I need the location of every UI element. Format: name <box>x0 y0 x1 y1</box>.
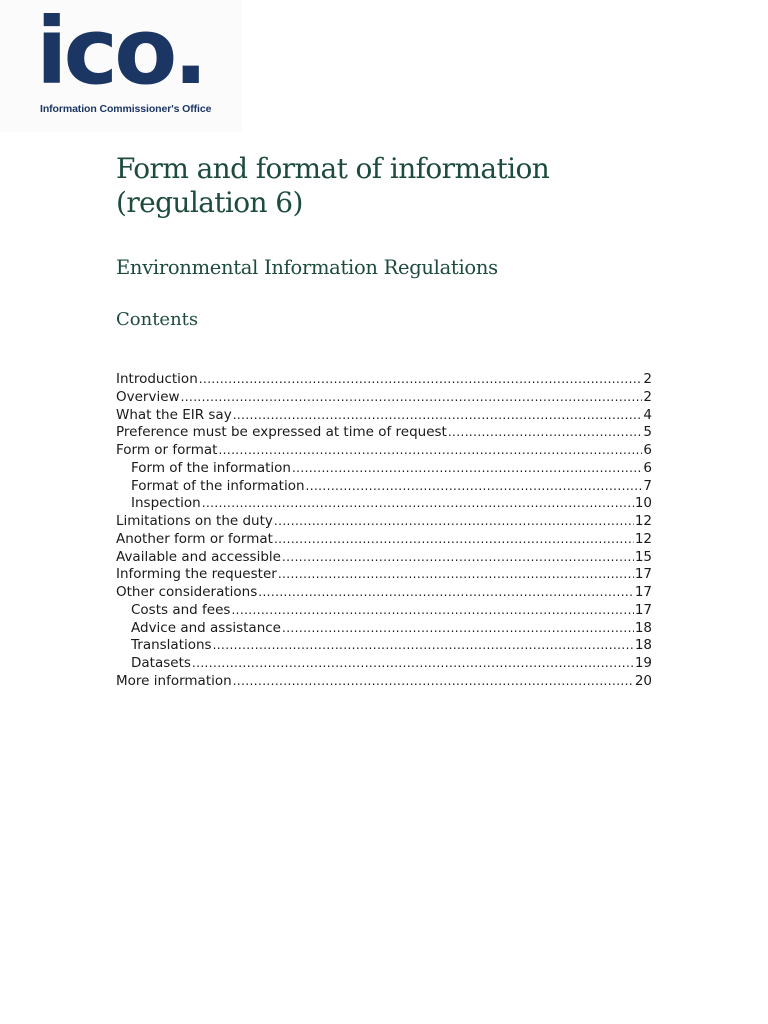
toc-dot-leader <box>199 371 643 389</box>
toc-entry[interactable] <box>116 655 652 673</box>
toc-dot-leader <box>213 637 634 655</box>
toc-dot-leader <box>233 673 634 691</box>
toc-entry[interactable] <box>116 389 652 407</box>
toc-entry[interactable] <box>116 584 652 602</box>
toc-entry-page-number: 19 <box>634 655 652 671</box>
toc-entry[interactable] <box>116 442 652 460</box>
toc-dot-leader <box>202 495 634 513</box>
toc-entry-page-number: 18 <box>634 637 652 654</box>
toc-dot-leader <box>292 460 642 478</box>
toc-entry-page-number: 5 <box>643 424 652 441</box>
toc-dot-leader <box>258 584 634 602</box>
toc-entry-label: Form of the information <box>131 459 291 476</box>
toc-entry[interactable] <box>116 531 652 549</box>
toc-entry[interactable] <box>116 478 652 496</box>
toc-entry[interactable] <box>116 637 652 655</box>
toc-dot-leader <box>274 531 634 549</box>
ico-logo <box>0 0 242 132</box>
toc-entry-page-number: 7 <box>643 477 652 494</box>
toc-entry[interactable] <box>116 371 652 389</box>
toc-entry-label: Other considerations <box>116 584 258 600</box>
toc-entry-label: Costs and fees <box>131 601 231 618</box>
toc-entry[interactable] <box>116 460 652 478</box>
toc-dot-leader <box>282 620 634 638</box>
toc-entry-label: Introduction <box>116 371 198 387</box>
toc-dot-leader <box>231 602 633 620</box>
toc-entry-label: Inspection <box>131 495 201 512</box>
toc-entry-page-number: 15 <box>634 548 652 565</box>
toc-entry-page-number: 12 <box>634 513 652 529</box>
toc-entry-page-number: 2 <box>643 388 652 405</box>
toc-dot-leader <box>306 478 643 496</box>
toc-entry-page-number: 17 <box>634 601 652 618</box>
toc-dot-leader <box>218 442 642 460</box>
toc-entry[interactable] <box>116 407 652 425</box>
toc-entry-label: Datasets <box>131 655 191 671</box>
toc-dot-leader <box>274 513 634 531</box>
document-title: Form and format of information (regulation 6) <box>116 152 550 219</box>
ico-logo-mark: ico. <box>36 0 205 105</box>
toc-entry-label: Preference must be expressed at time of request <box>116 424 447 441</box>
toc-entry-label: Form or format <box>116 442 218 458</box>
toc-dot-leader <box>448 424 643 442</box>
toc-entry[interactable] <box>116 424 652 442</box>
table-of-contents <box>116 371 652 691</box>
toc-dot-leader <box>233 407 643 425</box>
document-subtitle: Environmental Information Regulations <box>116 256 498 279</box>
ico-logo-subtitle: Information Commissioner's Office <box>40 103 212 115</box>
toc-dot-leader <box>181 389 643 407</box>
toc-entry-label: Advice and assistance <box>131 619 281 636</box>
toc-entry[interactable] <box>116 495 652 513</box>
toc-entry-label: Translations <box>131 637 212 654</box>
toc-dot-leader <box>278 566 634 584</box>
toc-entry[interactable] <box>116 620 652 638</box>
toc-entry-page-number: 6 <box>643 442 652 458</box>
toc-entry-page-number: 12 <box>634 530 652 547</box>
toc-entry[interactable] <box>116 673 652 691</box>
toc-entry-label: Available and accessible <box>116 548 281 565</box>
toc-entry[interactable] <box>116 549 652 567</box>
toc-entry-label: Format of the information <box>131 477 305 494</box>
toc-entry-label: What the EIR say <box>116 406 232 423</box>
toc-entry-label: Overview <box>116 388 180 405</box>
toc-entry-page-number: 10 <box>634 495 652 512</box>
toc-entry[interactable] <box>116 566 652 584</box>
contents-heading: Contents <box>116 309 199 330</box>
toc-entry[interactable] <box>116 513 652 531</box>
toc-dot-leader <box>282 549 634 567</box>
toc-entry-page-number: 18 <box>634 619 652 636</box>
toc-entry-page-number: 6 <box>643 459 652 476</box>
toc-entry-label: Limitations on the duty <box>116 513 273 529</box>
toc-entry-label: More information <box>116 672 232 689</box>
toc-dot-leader <box>192 655 634 673</box>
toc-entry-page-number: 20 <box>634 672 652 689</box>
toc-entry-page-number: 17 <box>634 584 652 600</box>
toc-entry-label: Informing the requester <box>116 566 277 583</box>
toc-entry-label: Another form or format <box>116 530 273 547</box>
toc-entry-page-number: 4 <box>643 406 652 423</box>
toc-entry[interactable] <box>116 602 652 620</box>
toc-entry-page-number: 2 <box>643 371 652 387</box>
toc-entry-page-number: 17 <box>634 566 652 583</box>
